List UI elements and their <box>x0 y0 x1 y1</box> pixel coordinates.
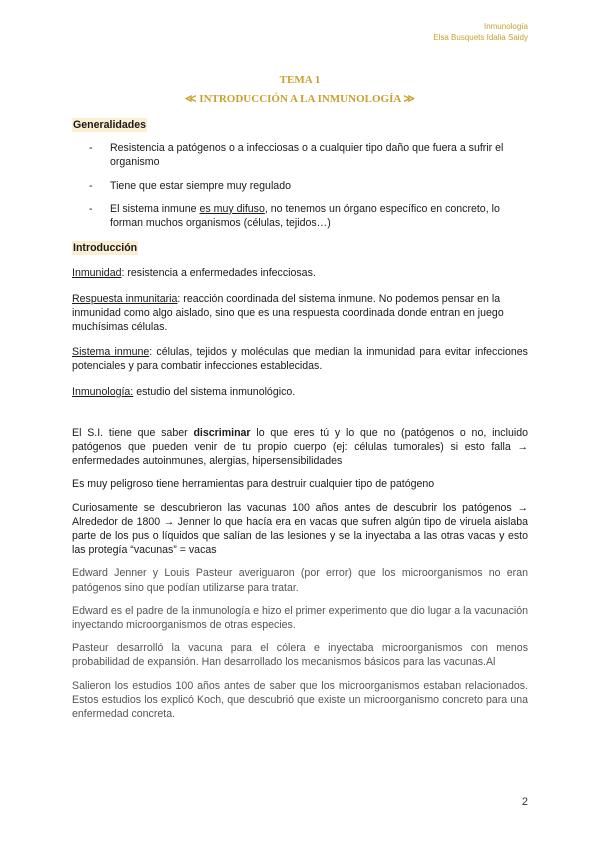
paragraph-peligroso: Es muy peligroso tiene herramientas para destruir cualquier tipo de patógeno <box>72 478 435 491</box>
section-generalidades <box>72 118 528 230</box>
definition-inmunologia: Inmunología: estudio del sistema inmunológico. <box>72 385 296 398</box>
paragraph-jenner-pasteur: Edward Jenner y Louis Pasteur averiguaron (por error) que los microorganismos no eran patógenos sino que podían utilizarse para tratar. <box>72 567 528 594</box>
document-body <box>72 118 528 721</box>
bullet-dash: - <box>89 179 93 192</box>
paragraph-koch: Salieron los estudios 100 años antes de saber que los microorganismos estaban relacionados. Estos estudios los explicó Koch, que descubrió que existe un microorganismo concreto para una enfermedad concreta. <box>72 679 528 721</box>
header-authors: Elsa Busquets Idalia Saidy <box>433 33 528 42</box>
paragraph-vacunas: Curiosamente se descubrieron las vacunas 100 años antes de descubrir los patógenos → Alrededor de 1800 → Jenner lo que hacía era en vacas que sufren algún tipo de viruela aislaba parte de los pus o líquidos que salían de las lesiones y se la inyectaba a las otras vacas y esto las protegía “vacunas” = vacas <box>72 501 528 557</box>
definition-sistema-inmune: Sistema inmune: células, tejidos y moléculas que median la inmunidad para evitar infecciones potenciales y para combatir infecciones establecidas. <box>72 346 528 373</box>
list-item: - Tiene que estar siempre muy regulado <box>89 179 291 192</box>
running-header <box>433 21 528 43</box>
paragraph-pasteur: Pasteur desarrolló la vacuna para el cólera e inyectaba microorganismos con menos probabilidad de expansión. Han desarrollado los mecanismos básicos para las vacunas.Al <box>72 642 528 669</box>
chapter-title <box>0 73 600 111</box>
paragraph-discriminar: El S.I. tiene que saber discriminar lo que eres tú y lo que no (patógenos o no, incluido patógenos que pueden venir de tu propio cuerpo (ej: células tumorales) si esto falla → enfermedades autoinmunes, alergias, hipersensibilidades <box>72 426 528 468</box>
header-subject: Inmunología <box>483 22 528 31</box>
list-item: - El sistema inmune es muy difuso, no tenemos un órgano específico en concreto, lo forman muchos organismos (células, tejidos…) <box>89 202 500 230</box>
bullet-dash: - <box>89 202 93 215</box>
section-introduccion <box>72 241 528 399</box>
bullet-dash: - <box>89 142 93 155</box>
section-heading-generalidades: Generalidades <box>73 119 147 131</box>
definition-inmunidad: Inmunidad: resistencia a enfermedades infecciosas. <box>72 267 316 280</box>
section-heading-introduccion: Introducción <box>73 242 138 255</box>
paragraph-edward: Edward es el padre de la inmunología e hizo el primer experimento que dio lugar a la vacunación inyectando microorganismos de otras especies. <box>72 604 528 632</box>
definition-respuesta-inmunitaria: Respuesta inmunitaria: reacción coordinada del sistema inmune. No podemos pensar en la inmunidad como algo aislado, sino que es una respuesta coordinada donde entran en juego muchísimas células. <box>72 292 504 334</box>
generalidades-list <box>72 141 528 230</box>
list-item: - Resistencia a patógenos o a infecciosas o a cualquier tipo daño que fuera a sufrir el organismo <box>89 142 504 169</box>
chapter-name: ≪ INTRODUCCIÓN A LA INMUNOLOGÍA ≫ <box>185 93 415 105</box>
chapter-number: TEMA 1 <box>279 74 321 86</box>
underlined-text: es muy difuso <box>199 202 265 215</box>
page-number: 2 <box>521 796 528 808</box>
